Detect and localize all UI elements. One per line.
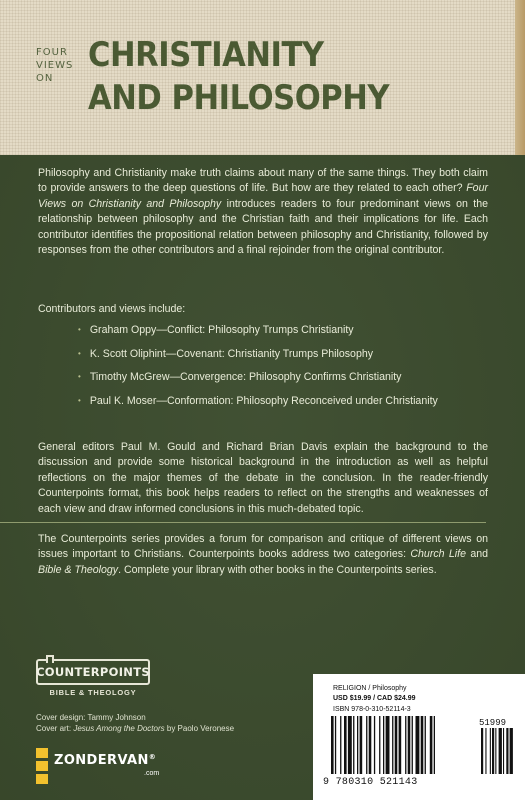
category-church-life: Church Life (410, 548, 466, 561)
series-paragraph (38, 532, 488, 578)
zondervan-name (54, 753, 156, 768)
series-text-b: . Complete your library with other books in the Counterpoints series. (118, 563, 437, 576)
series-word-on: ON (36, 73, 54, 84)
contributor-item: • Timothy McGrew—Convergence: Philosophy Confirms Christianity (78, 369, 498, 393)
zondervan-com: .com (144, 770, 160, 777)
cover-design-credit: Cover design: Tammy Johnson (36, 713, 146, 722)
contributor-item: • Graham Oppy—Conflict: Philosophy Trumps Christianity (78, 322, 498, 346)
series-label (36, 46, 76, 85)
spine-edge-strip (515, 0, 525, 155)
barcode-supplement: 51999 (479, 718, 507, 728)
contributors-list (78, 322, 498, 416)
title-line-1: CHRISTIANITY (88, 35, 324, 75)
cover-art-title: Jesus Among the Doctors (73, 723, 165, 733)
book-title (88, 34, 389, 120)
category-bible-theology: Bible & Theology (38, 563, 119, 576)
zondervan-mark-icon (36, 748, 48, 784)
zondervan-name-text: ZONDERVAN (54, 753, 149, 768)
description-paragraph (38, 166, 488, 258)
series-text-a: The Counterpoints series provides a forum for comparison and critique of different views on issues important to Christians. Counterpoints books address two categories: (38, 533, 488, 561)
section-divider (0, 522, 486, 523)
cover-art-credit (36, 724, 234, 735)
barcode-digits: 9 780310 521143 (323, 777, 418, 788)
barcode-panel (313, 674, 525, 800)
title-line-2: AND PHILOSOPHY (88, 78, 390, 118)
description-text-a: Philosophy and Christianity make truth claims about many of the same things. They both claim to provide answers to the deep questions of life. But how are they related to each other? (38, 167, 488, 195)
cover-art-suffix: by Paolo Veronese (164, 723, 235, 733)
series-word-views: VIEWS (36, 60, 74, 71)
description-text-b: introduces readers to four predominant views on the relationship between philosophy and the Christian faith and their implications for life. Each contributor identifies the propositional relation between philosophy and Christianity, followed by responses from the other contributors and a final rejoinder from the original contributor. (38, 197, 488, 257)
zondervan-reg-mark: ® (148, 753, 157, 761)
editors-paragraph: General editors Paul M. Gould and Richard Brian Davis explain the background to the discussion and provide some historical background in the introduction as well as helpful reflections on the major themes of the debate in the conclusion. In the reader-friendly Counterpoints format, this book helps readers to reflect on the strengths and weaknesses of each view and draw informed conclusions in this much-debated topic. (38, 441, 488, 515)
zondervan-logo (36, 748, 186, 788)
counterpoints-logo-sub: BIBLE & THEOLOGY (49, 688, 137, 697)
counterpoints-logo (36, 655, 150, 703)
series-text-mid: and (465, 548, 488, 561)
counterpoints-logo-name: COUNTERPOINTS (36, 665, 150, 679)
barcode-price: USD $19.99 / CAD $24.99 (333, 695, 416, 702)
barcode-category: RELIGION / Philosophy (333, 685, 407, 692)
contributor-item: • Paul K. Moser—Conformation: Philosophy Reconceived under Christianity (78, 393, 498, 417)
cover-art-prefix: Cover art: (36, 723, 74, 733)
contributor-item: • K. Scott Oliphint—Covenant: Christianity Trumps Philosophy (78, 346, 498, 370)
contributors-intro: Contributors and views include: (38, 303, 186, 315)
series-word-four: FOUR (36, 47, 68, 58)
counterpoints-logo-tab (46, 655, 54, 663)
cover-credits (36, 713, 234, 734)
book-title-italic: Four Views on Christianity and Philosophy (38, 182, 488, 210)
barcode-isbn: ISBN 978-0-310-52114-3 (333, 706, 411, 713)
